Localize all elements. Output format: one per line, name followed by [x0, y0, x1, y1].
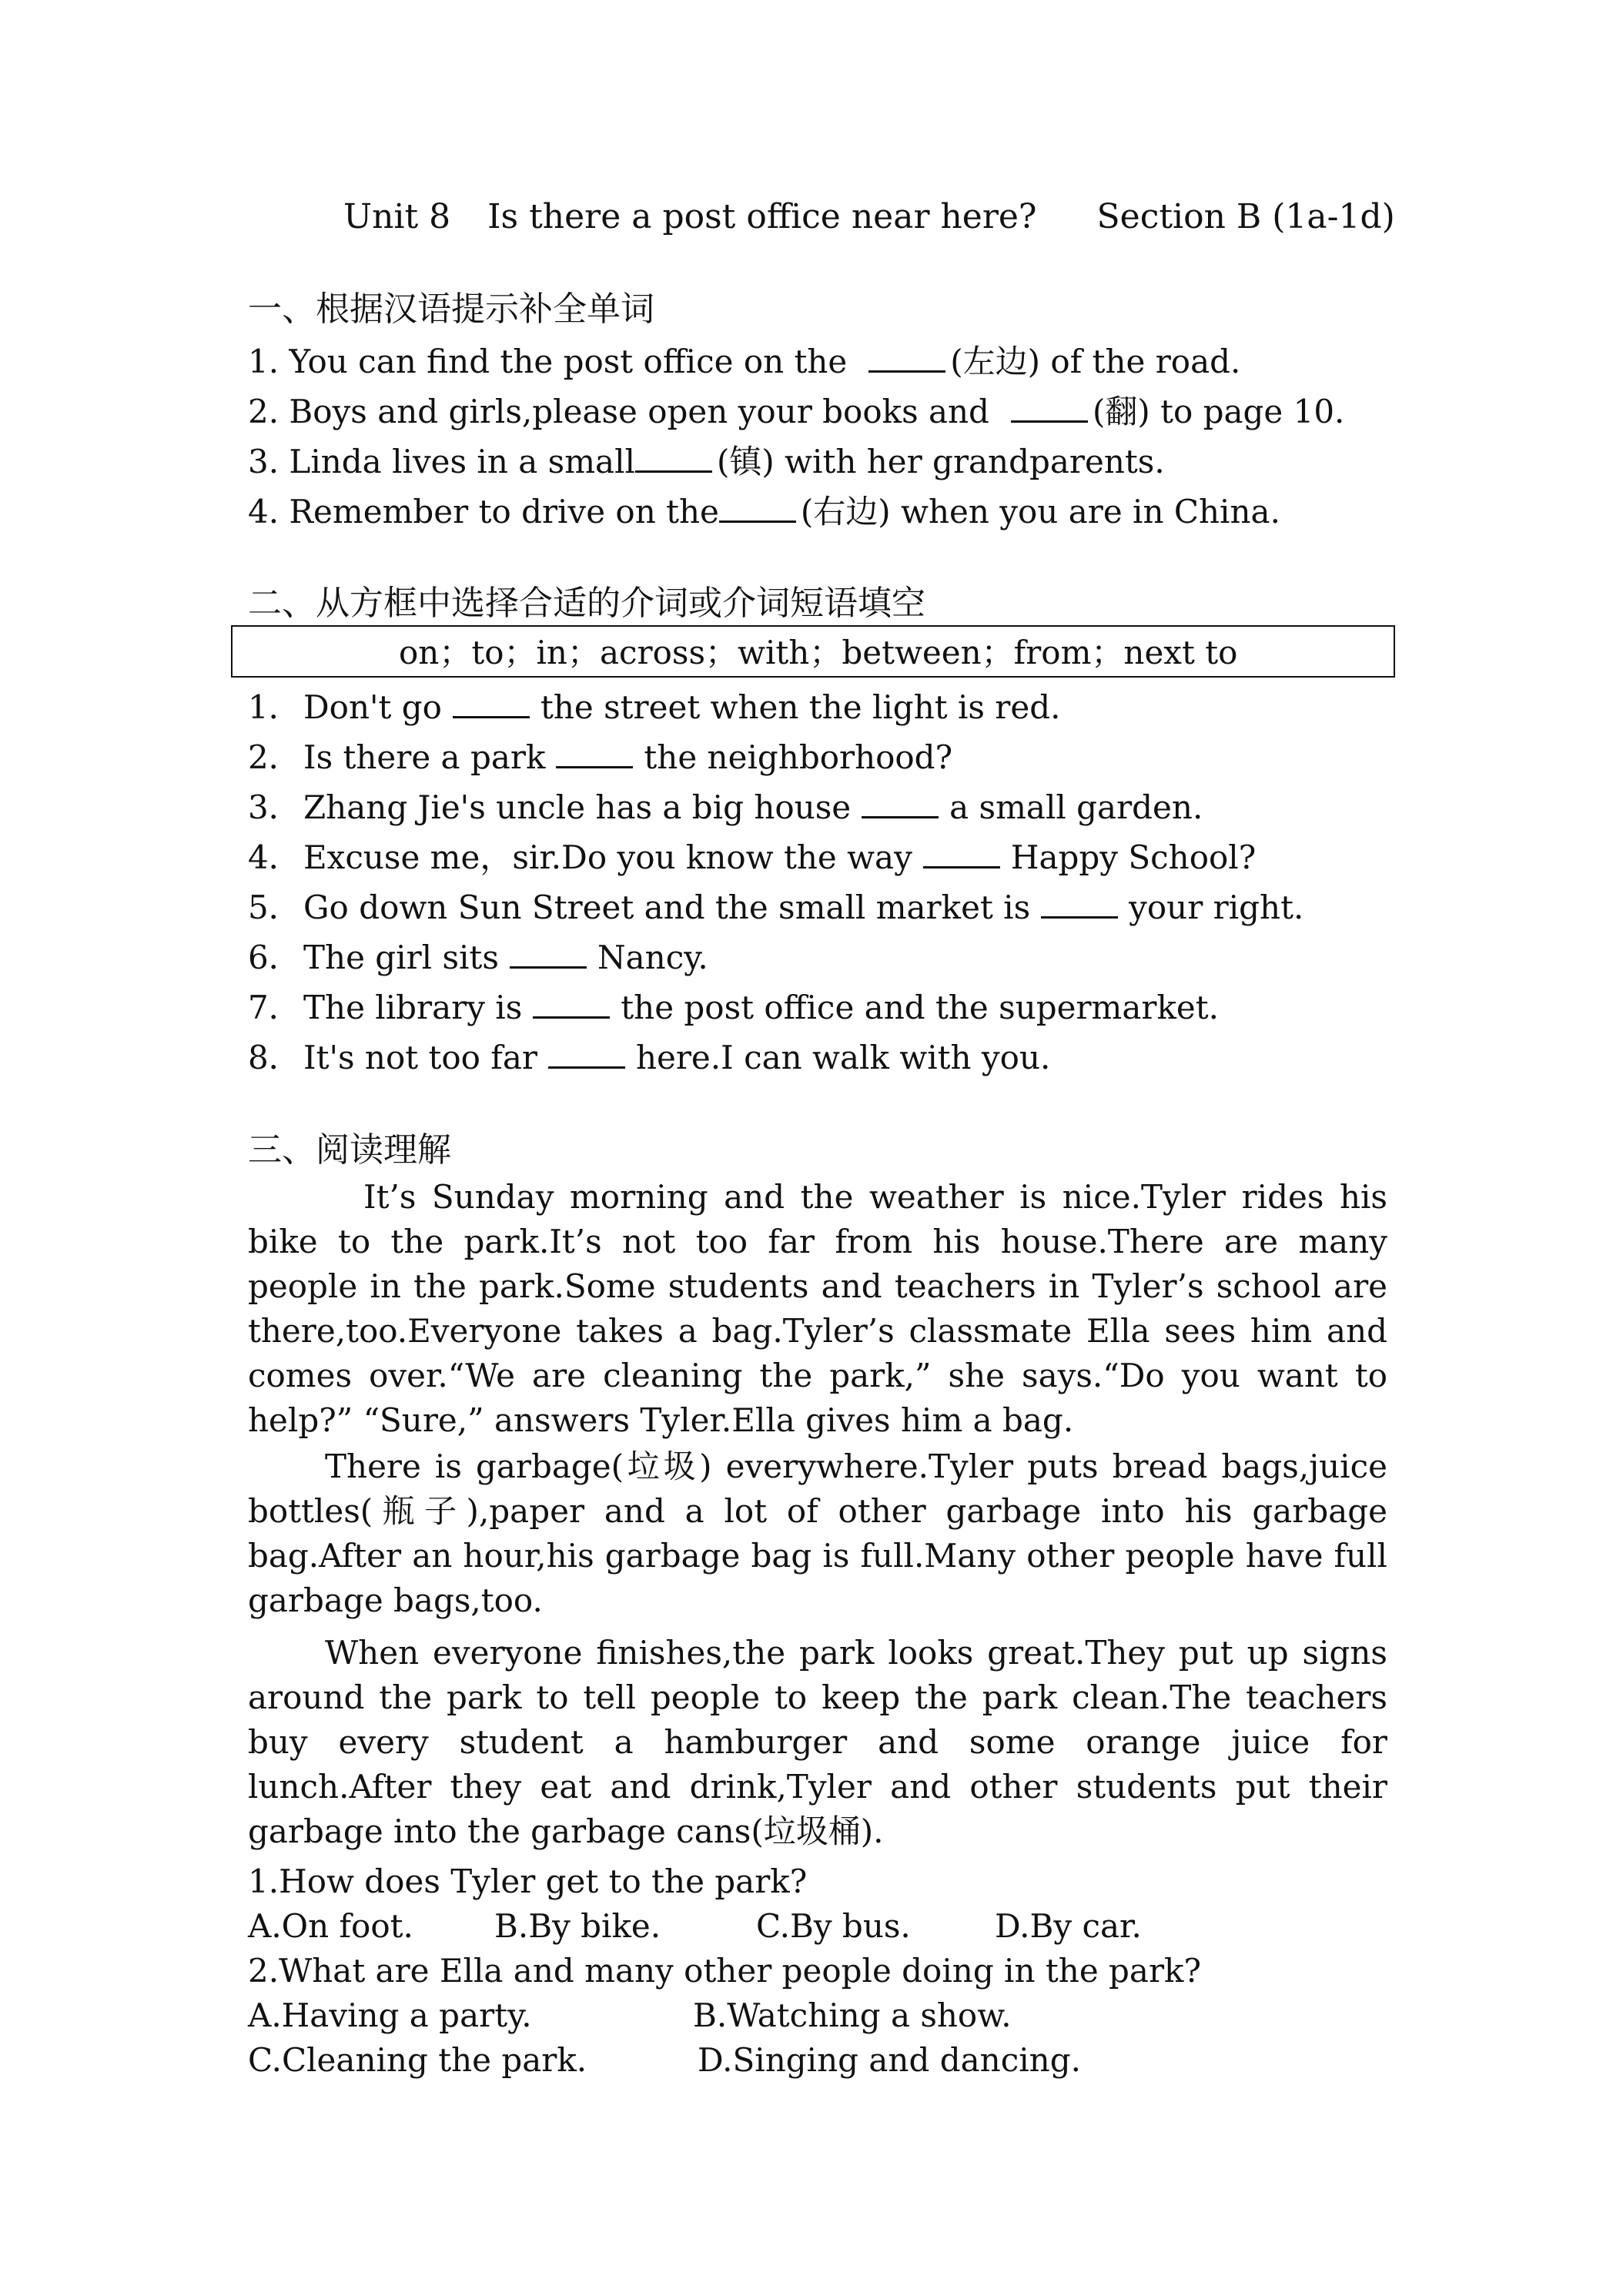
item-text: The girl sits [303, 939, 499, 976]
reading-paragraph-1: It’s Sunday morning and the weather is nice.Tyler rides his bike to the park.It’s not too far from his house.There are many people in the park.Some students and teachers in Tyler’s school are there,too.Everyone takes a bag.Tyler’s classmate Ella sees him and comes over.“We are cleaning the park,” she says.“Do you want to help?” “Sure,” answers Tyler.Ella gives him a bag. [248, 1178, 1387, 1439]
part2-item-5 [248, 883, 1303, 932]
part1-item-4 [248, 487, 1280, 537]
item-text: the post office and the supermarket. [621, 989, 1220, 1026]
option-2a[interactable]: A.Having a party. [248, 1996, 532, 2034]
part2-item-2 [248, 733, 952, 782]
page-title [343, 192, 1395, 242]
item-hint: (右边) when you are in China. [800, 493, 1280, 530]
item-text: 3. Linda lives in a small [248, 443, 635, 480]
item-text: It's not too far [303, 1039, 537, 1076]
answer-blank[interactable] [868, 340, 945, 373]
answer-blank[interactable] [862, 785, 939, 818]
item-text: the neighborhood? [644, 738, 953, 776]
item-number: 3． [248, 788, 301, 826]
answer-blank[interactable] [635, 440, 712, 473]
option-1c[interactable]: C.By bus. [756, 1907, 911, 1945]
answer-blank[interactable] [510, 935, 587, 969]
part1-item-3 [248, 437, 1165, 487]
part1-item-1 [248, 337, 1240, 387]
item-number: 7． [248, 989, 301, 1026]
answer-blank[interactable] [923, 835, 1000, 869]
item-text: Excuse me，sir.Do you know the way [303, 838, 912, 876]
item-text: Go down Sun Street and the small market is [303, 889, 1031, 926]
answer-blank[interactable] [556, 735, 633, 768]
answer-blank[interactable] [1041, 885, 1118, 919]
item-text: Don't go [303, 688, 442, 726]
item-text: Nancy. [597, 939, 708, 976]
title-unit: Unit 8 [343, 197, 451, 236]
title-question: Is there a post office near here? [487, 197, 1037, 236]
item-text: The library is [303, 989, 523, 1026]
question-1: 1.How does Tyler get to the park? [248, 1863, 808, 1900]
item-number: 1． [248, 688, 301, 726]
item-text: Happy School? [1010, 838, 1257, 876]
reading-paragraph-2: There is garbage(垃圾) everywhere.Tyler puts bread bags,juice bottles(瓶子),paper and a lot of other garbage into his garbage bag.After an hour,his garbage bag is full.Many other people have full garbage bags,too. [248, 1448, 1387, 1619]
item-number: 6． [248, 939, 301, 976]
item-text: Is there a park [303, 738, 546, 776]
option-1d[interactable]: D.By car. [995, 1907, 1142, 1945]
answer-blank[interactable] [533, 986, 610, 1019]
word-box [231, 625, 1395, 678]
item-text: 4. Remember to drive on the [248, 493, 719, 530]
word-box-text: on；to；in；across；with；between；from；next to [399, 634, 1238, 671]
question-2: 2.What are Ella and many other people doing in the park? [248, 1952, 1201, 1990]
part3-heading: 三、阅读理解 [248, 1130, 451, 1170]
item-number: 8． [248, 1039, 301, 1076]
option-2c[interactable]: C.Cleaning the park. [248, 2041, 587, 2079]
option-1b[interactable]: B.By bike. [494, 1907, 661, 1945]
part2-item-4 [248, 833, 1256, 882]
item-text: 2. Boys and girls,please open your books and [248, 393, 989, 430]
item-text: 1. You can find the post office on the [248, 343, 848, 380]
title-section: Section B (1a-1d) [1096, 197, 1395, 236]
part2-heading: 二、从方框中选择合适的介词或介词短语填空 [248, 584, 925, 623]
item-hint: (翻) to page 10. [1092, 393, 1345, 430]
item-text: here.I can walk with you. [635, 1039, 1051, 1076]
answer-blank[interactable] [719, 490, 796, 523]
option-2d[interactable]: D.Singing and dancing. [698, 2041, 1081, 2079]
part2-item-1 [248, 683, 1060, 732]
item-hint: (镇) with her grandparents. [716, 443, 1165, 480]
part1-heading: 一、根据汉语提示补全单词 [248, 290, 654, 329]
part2-item-7 [248, 983, 1219, 1033]
option-1a[interactable]: A.On foot. [248, 1907, 413, 1945]
item-text: a small garden. [949, 788, 1203, 826]
item-text: your right. [1129, 889, 1304, 926]
item-text: the street when the light is red. [540, 688, 1061, 726]
answer-blank[interactable] [1011, 390, 1088, 423]
reading-paragraph-3: When everyone finishes,the park looks great.They put up signs around the park to tell people to keep the park clean.The teachers buy every student a hamburger and some orange juice for lunch.After they eat and drink,Tyler and other students put their garbage into the garbage cans(垃圾桶). [248, 1634, 1387, 1850]
item-number: 5． [248, 889, 301, 926]
item-number: 4． [248, 838, 301, 876]
part1-item-2 [248, 387, 1344, 437]
answer-blank[interactable] [453, 685, 530, 718]
item-text: Zhang Jie's uncle has a big house [303, 788, 852, 826]
part2-item-3 [248, 783, 1203, 832]
part2-item-6 [248, 933, 708, 982]
option-2b[interactable]: B.Watching a show. [693, 1996, 1012, 2034]
item-number: 2． [248, 738, 301, 776]
item-hint: (左边) of the road. [950, 343, 1241, 380]
answer-blank[interactable] [548, 1036, 625, 1069]
part2-item-8 [248, 1033, 1050, 1083]
